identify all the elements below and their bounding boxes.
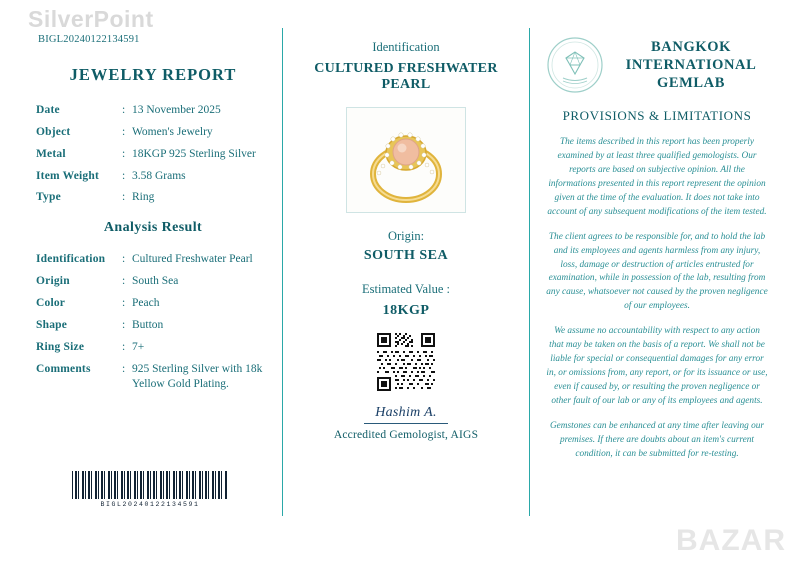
lab-name: BANGKOK INTERNATIONAL GEMLAB [625, 38, 757, 92]
analysis-row [36, 296, 270, 312]
estimated-value-label: Estimated Value : [362, 282, 450, 296]
analysis-row [36, 274, 270, 290]
gemlab-logo-icon [546, 36, 604, 94]
analysis-label: Ring Size [36, 340, 85, 353]
analysis-result-title: Analysis Result [103, 220, 203, 236]
lab-header [546, 36, 768, 94]
analysis-label: Origin [36, 275, 70, 288]
watermark-bottom: BAZAR [676, 524, 786, 557]
analysis-colon: : [122, 362, 126, 375]
field-value: Women's Jewelry [132, 125, 213, 138]
analysis-row [36, 318, 270, 334]
analysis-label: Shape [36, 318, 68, 331]
ring-illustration [347, 108, 465, 212]
analysis-row [36, 340, 270, 356]
report-fields [36, 103, 270, 206]
analysis-value: South Sea [132, 275, 179, 288]
certificate-document [18, 28, 782, 516]
field-colon: : [122, 104, 126, 116]
qr-code-image [377, 333, 435, 391]
analysis-value: 7+ [132, 340, 145, 353]
provisions-paragraph: The items described in this report has been properly examined by at least three qualified gemologists. Our reports are based on subjective opinion. All the informations presented in this report represent the opinion given at the time of the evaluation. It does not take into account of any subsequent modifications of the item tested. [547, 137, 767, 217]
analysis-value: 925 Sterling Silver with 18k Yellow Gold Plating. [132, 362, 263, 391]
analysis-label: Identification [36, 253, 106, 266]
analysis-value: Button [132, 318, 164, 331]
provisions-title: PROVISIONS & LIMITATIONS [562, 108, 752, 123]
provisions-paragraph: We assume no accountability with respect to any action that may be taken on the basis of a report. We shall not be liable for special or consequential damages for any error in, or omissions from, any report, or for its issuance or use, even if caused by, or resulting the proven negligence or other fault of our lab or any of its employees and agents. [546, 326, 768, 406]
field-row [36, 103, 270, 119]
field-value: 13 November 2025 [132, 104, 221, 116]
field-label: Item Weight [36, 169, 99, 182]
analysis-colon: : [122, 297, 126, 310]
field-colon: : [122, 169, 126, 182]
gemologist-title: Accredited Gemologist, AIGS [333, 429, 479, 441]
analysis-colon: : [122, 275, 126, 288]
identification-value: CULTURED FRESHWATER PEARL [314, 61, 498, 92]
certificate-middle-column [282, 28, 530, 516]
field-colon: : [122, 125, 126, 138]
analysis-value: Peach [132, 297, 160, 310]
barcode-area [70, 471, 230, 508]
analysis-row [36, 362, 270, 394]
signature: Hashim A. [375, 405, 437, 420]
provisions-paragraph: Gemstones can be enhanced at any time after leaving our premises. If there are doubts about an item's current condition, it can be submitted for re-testing. [549, 420, 765, 459]
analysis-row [36, 252, 270, 268]
provisions-paragraph: The client agrees to be responsible for, and to hold the lab and its employees and agents harmless from any injury, loss, damage or destruction of articles entrusted for examination, while in possession of the lab, resulting from any cause, whatsoever not caused by the proven negligence of our employees. [546, 231, 768, 312]
field-value: Ring [132, 191, 155, 204]
field-label: Date [36, 104, 60, 116]
watermark-top: SilverPoint [28, 6, 154, 32]
jewelry-photo [346, 107, 466, 213]
origin-value: SOUTH SEA [363, 248, 449, 263]
analysis-value: Cultured Freshwater Pearl [132, 253, 253, 266]
field-value: 18KGP 925 Sterling Silver [132, 147, 256, 160]
field-row [36, 169, 270, 185]
analysis-label: Color [36, 297, 66, 310]
field-row [36, 125, 270, 141]
field-label: Type [36, 191, 61, 204]
field-value: 3.58 Grams [132, 169, 186, 182]
field-colon: : [122, 147, 126, 160]
barcode-image [72, 471, 228, 499]
field-colon: : [122, 191, 126, 204]
field-row [36, 147, 270, 163]
barcode-number: BIGL20240122134591 [100, 501, 200, 508]
estimated-value: 18KGP [382, 303, 430, 318]
analysis-label: Comments [36, 362, 91, 375]
field-label: Metal [36, 147, 66, 160]
origin-label: Origin: [387, 229, 425, 243]
report-serial-number: BIGL20240122134591 [38, 34, 140, 45]
jewelry-report-title: JEWELRY REPORT [69, 65, 237, 84]
field-label: Object [36, 125, 71, 138]
qr-code[interactable] [377, 333, 435, 391]
analysis-colon: : [122, 318, 126, 331]
analysis-colon: : [122, 253, 126, 266]
analysis-fields [36, 252, 270, 393]
certificate-right-column [530, 28, 782, 516]
analysis-colon: : [122, 340, 126, 353]
identification-label: Identification [372, 40, 440, 54]
signature-line [364, 423, 448, 424]
field-row [36, 190, 270, 206]
certificate-left-column [18, 28, 282, 516]
